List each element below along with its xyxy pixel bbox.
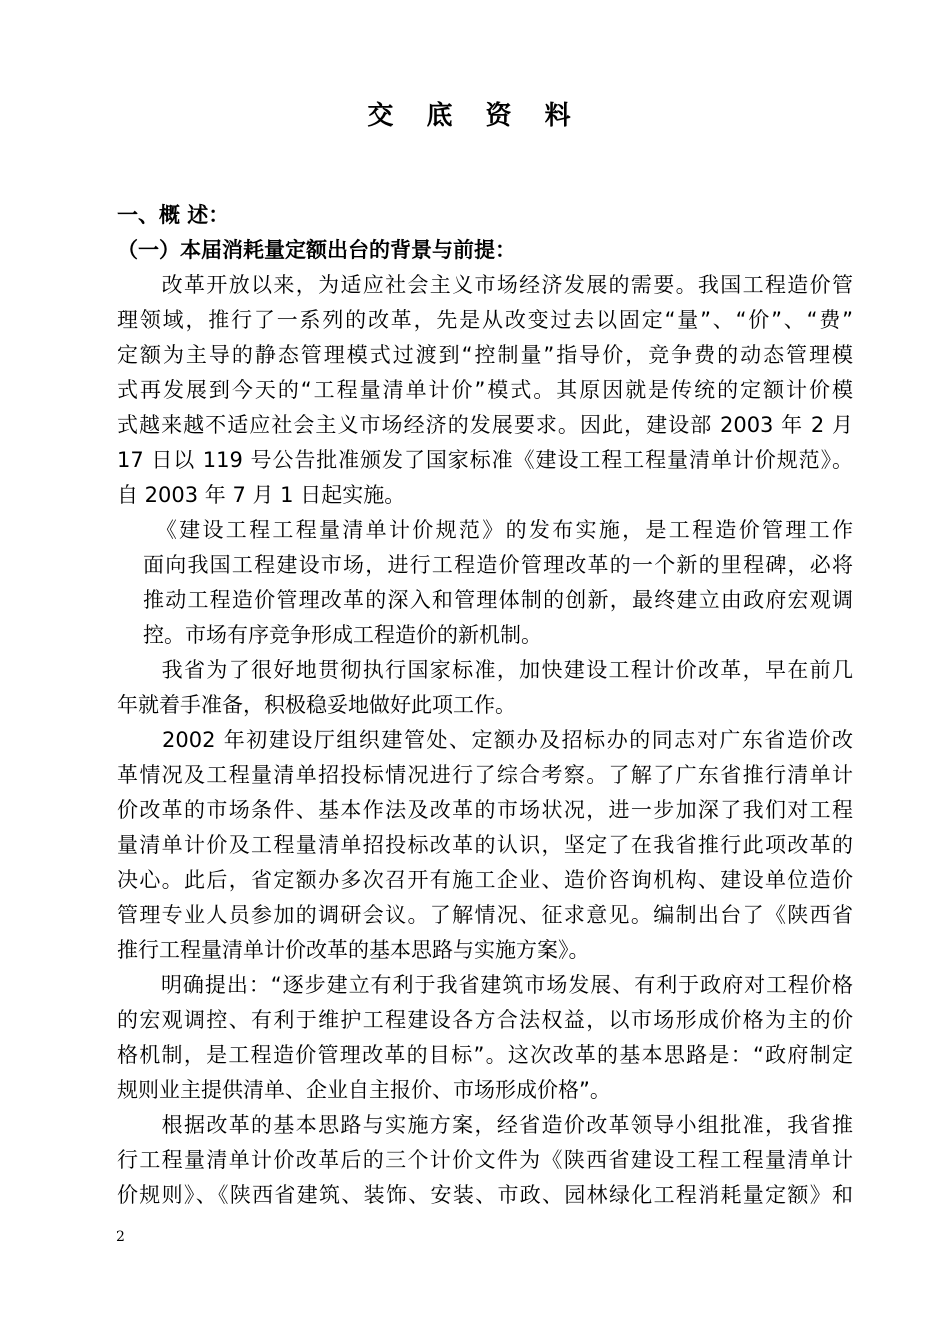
paragraph-2-line-4: 控。市场有序竞争形成工程造价的新机制。 <box>143 623 542 647</box>
paragraph-6-line-1: 根据改革的基本思路与实施方案，经省造价改革领导小组批准，我省推 <box>117 1113 853 1137</box>
paragraph-1-line-4: 式再发展到今天的“工程量清单计价”模式。其原因就是传统的定额计价模 <box>117 378 853 402</box>
paragraph-4-line-1: 2002 年初建设厅组织建管处、定额办及招标办的同志对广东省造价改 <box>117 728 853 752</box>
paragraph-4-line-7: 推行工程量清单计价改革的基本思路与实施方案》。 <box>117 938 590 962</box>
paragraph-4-line-5: 决心。此后，省定额办多次召开有施工企业、造价咨询机构、建设单位造价 <box>117 868 853 892</box>
paragraph-3-line-2: 年就着手准备，积极稳妥地做好此项工作。 <box>117 693 516 717</box>
paragraph-1-line-5: 式越来越不适应社会主义市场经济的发展要求。因此，建设部 2003 年 2 月 <box>117 413 853 437</box>
paragraph-2-line-3: 推动工程造价管理改革的深入和管理体制的创新，最终建立由政府宏观调 <box>143 588 853 612</box>
page-number: 2 <box>116 1229 125 1245</box>
page-title: 交 底 资 料 <box>367 101 583 131</box>
paragraph-3-line-1: 我省为了很好地贯彻执行国家标准，加快建设工程计价改革，早在前几 <box>117 658 853 682</box>
paragraph-5-line-3: 格机制，是工程造价管理改革的目标”。这次改革的基本思路是：“政府制定 <box>117 1043 853 1067</box>
paragraph-1-line-2: 理领域，推行了一系列的改革，先是从改变过去以固定“量”、“价”、“费” <box>117 308 853 332</box>
paragraph-1-line-6: 17 日以 119 号公告批准颁发了国家标准《建设工程工程量清单计价规范》。 <box>117 448 853 472</box>
paragraph-5-line-2: 的宏观调控、有利于维护工程建设各方合法权益，以市场形成价格为主的价 <box>117 1008 853 1032</box>
paragraph-4-line-6: 管理专业人员参加的调研会议。了解情况、征求意见。编制出台了《陕西省 <box>117 903 853 927</box>
paragraph-4-line-2: 革情况及工程量清单招投标情况进行了综合考察。了解了广东省推行清单计 <box>117 763 853 787</box>
paragraph-1-line-7: 自 2003 年 7 月 1 日起实施。 <box>117 483 406 507</box>
subsection-heading: （一）本届消耗量定额出台的背景与前提： <box>117 238 516 262</box>
paragraph-6-line-3: 价规则》、《陕西省建筑、装饰、安装、市政、园林绿化工程消耗量定额》和 <box>117 1183 853 1207</box>
section-heading: 一、概 述： <box>117 203 230 227</box>
paragraph-5-line-4: 规则业主提供清单、企业自主报价、市场形成价格”。 <box>117 1078 611 1102</box>
paragraph-2-line-2: 面向我国工程建设市场，进行工程造价管理改革的一个新的里程碑，必将 <box>143 553 853 577</box>
paragraph-4-line-4: 量清单计价及工程量清单招投标改革的认识，坚定了在我省推行此项改革的 <box>117 833 853 857</box>
paragraph-6-line-2: 行工程量清单计价改革后的三个计价文件为《陕西省建设工程工程量清单计 <box>117 1148 853 1172</box>
paragraph-1-line-3: 定额为主导的静态管理模式过渡到“控制量”指导价，竞争费的动态管理模 <box>117 343 853 367</box>
paragraph-4-line-3: 价改革的市场条件、基本作法及改革的市场状况，进一步加深了我们对工程 <box>117 798 853 822</box>
paragraph-1-line-1: 改革开放以来，为适应社会主义市场经济发展的需要。我国工程造价管 <box>117 273 853 297</box>
paragraph-5-line-1: 明确提出：“逐步建立有利于我省建筑市场发展、有利于政府对工程价格 <box>117 973 853 997</box>
paragraph-2-line-1: 《建设工程工程量清单计价规范》的发布实施，是工程造价管理工作 <box>143 518 853 542</box>
